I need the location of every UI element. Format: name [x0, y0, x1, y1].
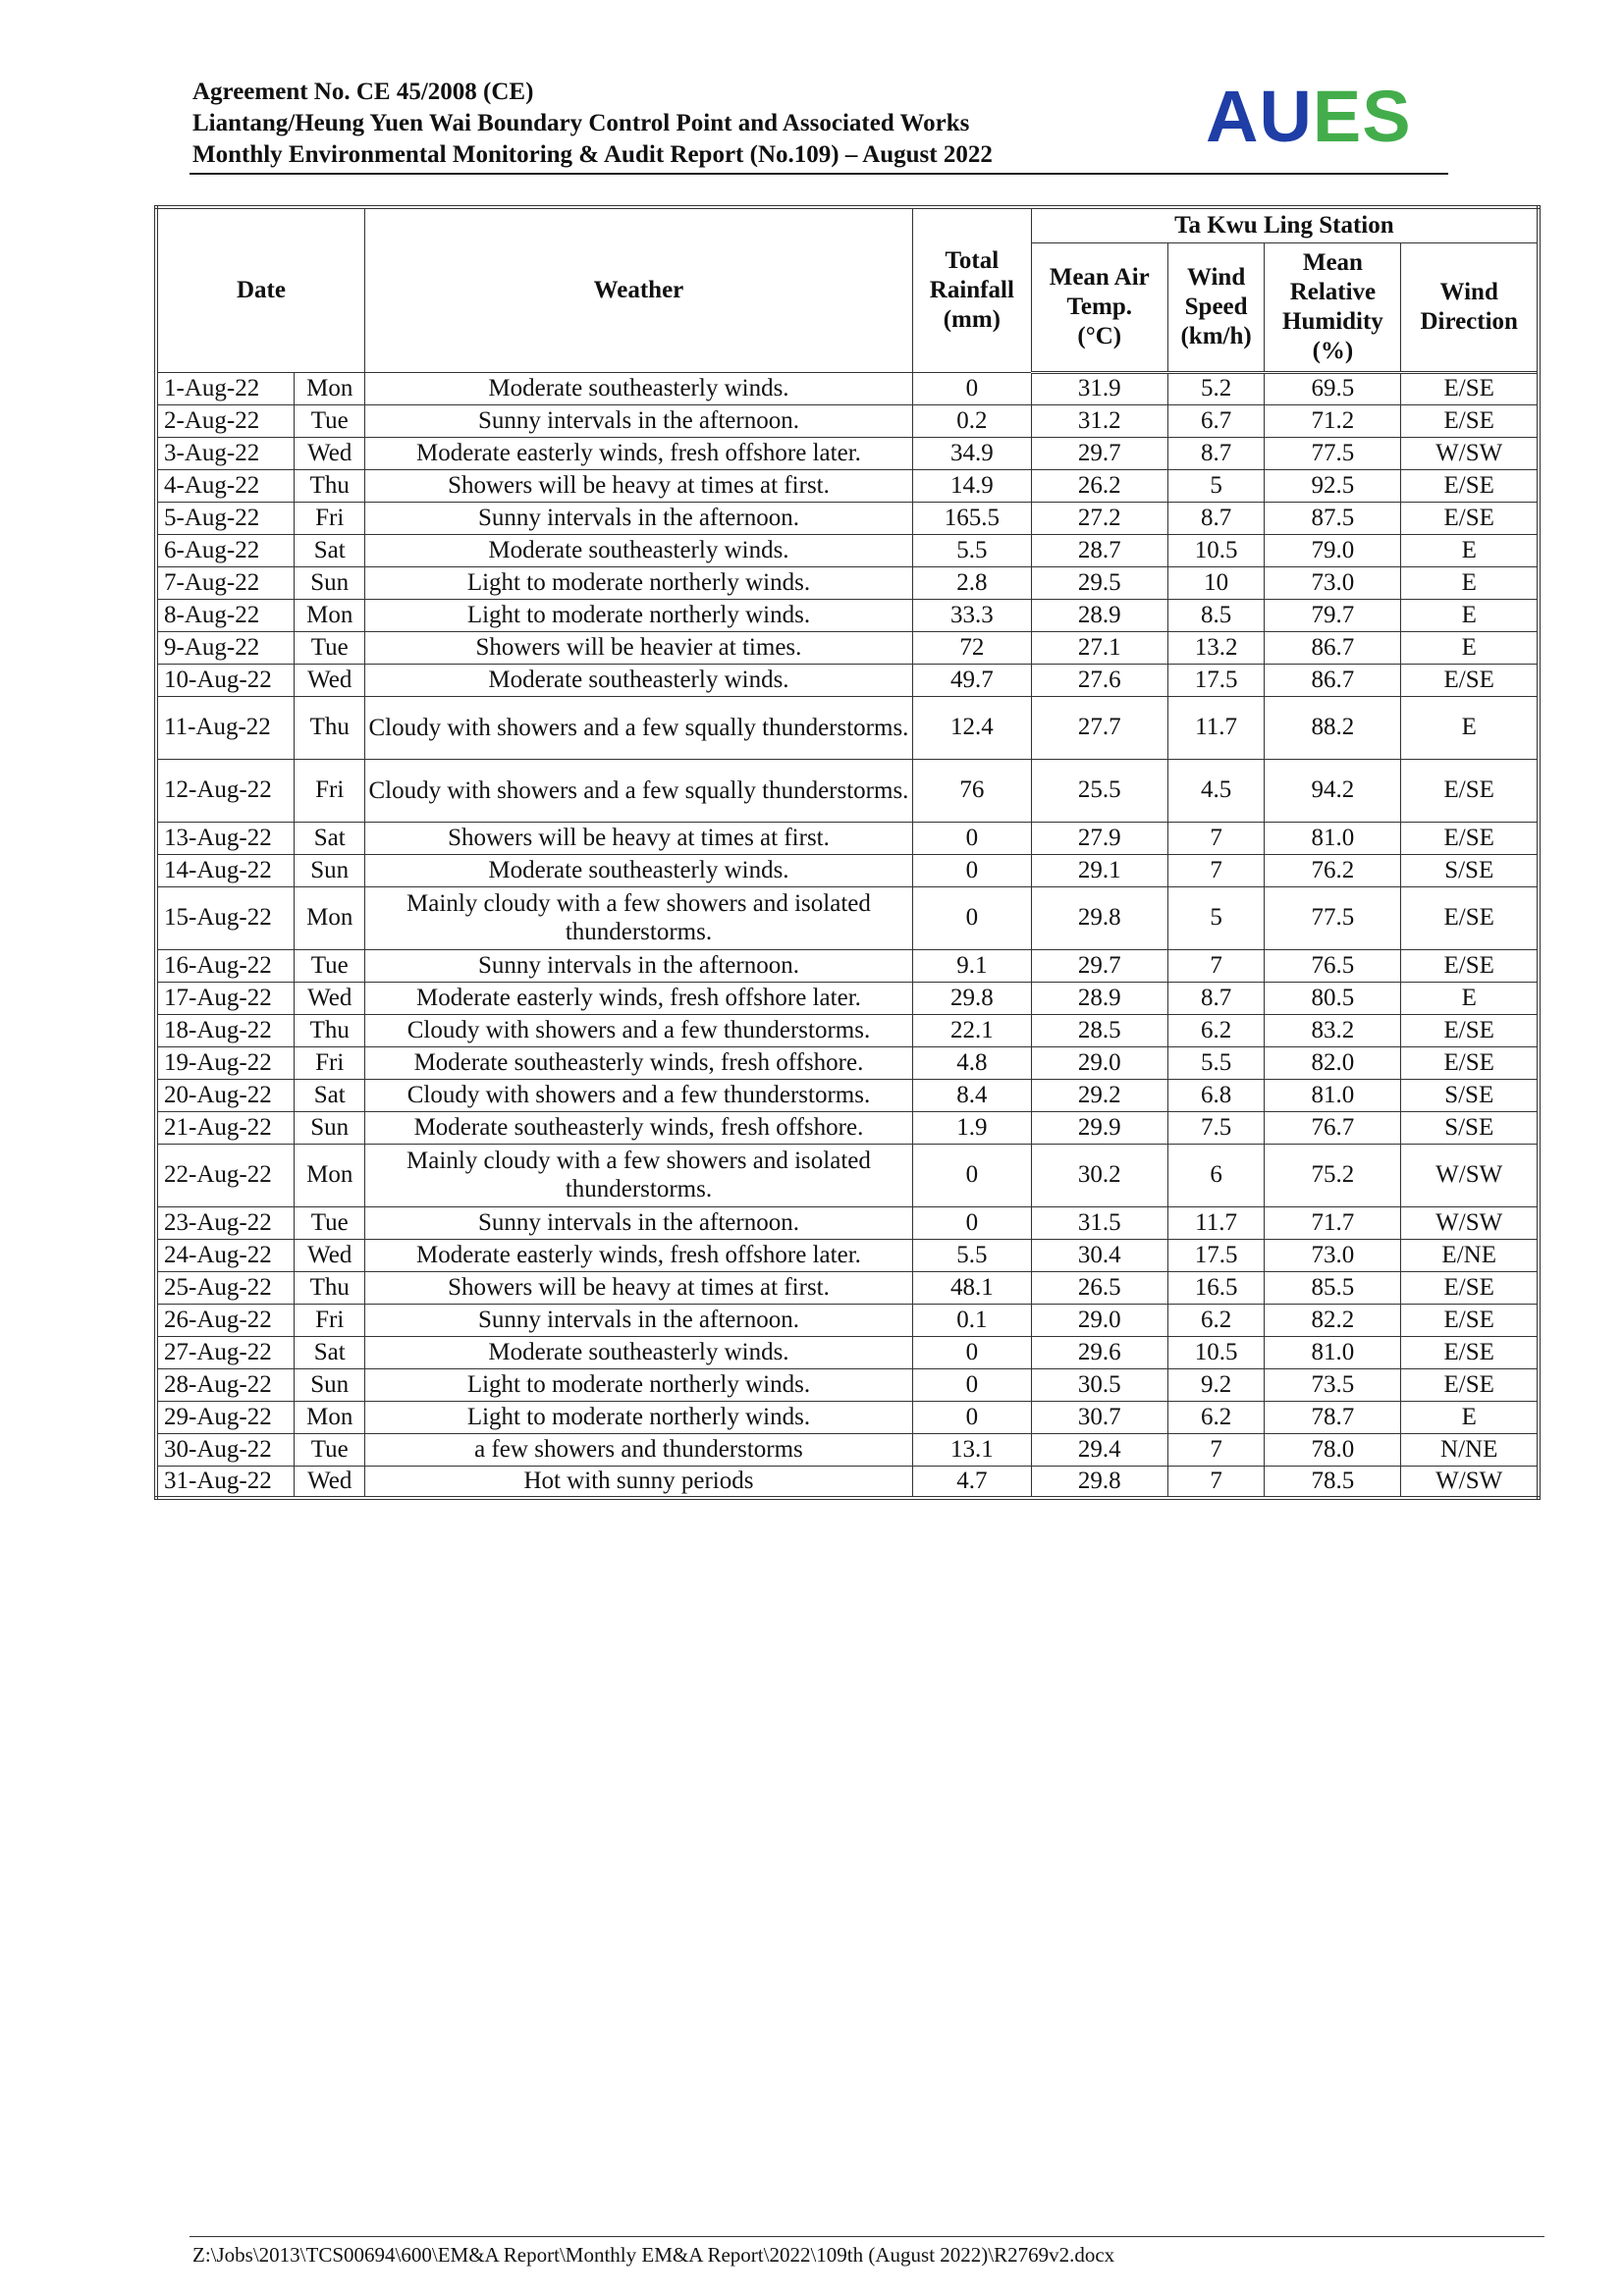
date-cell: 28-Aug-22 [156, 1368, 295, 1401]
day-cell: Tue [295, 631, 365, 664]
temp-cell: 26.2 [1031, 469, 1167, 502]
wind-direction-cell: E [1401, 534, 1539, 566]
table-row [156, 631, 1539, 664]
wind-direction-cell: S/SE [1401, 854, 1539, 886]
temp-cell: 29.6 [1031, 1336, 1167, 1368]
wind-direction-cell: E [1401, 566, 1539, 599]
humidity-cell: 86.7 [1265, 631, 1401, 664]
wind-speed-cell: 7 [1167, 1466, 1265, 1498]
wind-speed-cell: 11.7 [1167, 1206, 1265, 1239]
humidity-cell: 76.5 [1265, 949, 1401, 982]
day-cell: Wed [295, 1239, 365, 1271]
rainfall-cell: 72 [912, 631, 1031, 664]
rainfall-cell: 0 [912, 372, 1031, 404]
humidity-cell: 71.2 [1265, 404, 1401, 437]
temp-cell: 29.9 [1031, 1111, 1167, 1144]
weather-cell: Moderate southeasterly winds. [365, 664, 913, 696]
wind-speed-cell: 8.7 [1167, 982, 1265, 1014]
weather-cell: Cloudy with showers and a few squally thunderstorms. [365, 696, 913, 759]
weather-cell: Moderate southeasterly winds. [365, 534, 913, 566]
day-cell: Sun [295, 1368, 365, 1401]
temp-cell: 31.5 [1031, 1206, 1167, 1239]
table-row [156, 664, 1539, 696]
date-cell: 1-Aug-22 [156, 372, 295, 404]
wind-direction-cell: E/NE [1401, 1239, 1539, 1271]
temp-cell: 29.0 [1031, 1046, 1167, 1079]
logo-text-blue: AU [1206, 76, 1313, 157]
humidity-cell: 81.0 [1265, 1336, 1401, 1368]
table-row [156, 1401, 1539, 1433]
weather-cell: Moderate easterly winds, fresh offshore later. [365, 982, 913, 1014]
rainfall-cell: 0.1 [912, 1304, 1031, 1336]
day-cell: Tue [295, 1206, 365, 1239]
weather-cell: Moderate southeasterly winds, fresh offshore. [365, 1111, 913, 1144]
weather-cell: a few showers and thunderstorms [365, 1433, 913, 1466]
temp-cell: 30.7 [1031, 1401, 1167, 1433]
wind-speed-cell: 8.7 [1167, 502, 1265, 534]
weather-cell: Sunny intervals in the afternoon. [365, 1304, 913, 1336]
wind-speed-cell: 17.5 [1167, 664, 1265, 696]
humidity-cell: 81.0 [1265, 822, 1401, 854]
humidity-cell: 71.7 [1265, 1206, 1401, 1239]
rainfall-cell: 4.7 [912, 1466, 1031, 1498]
temp-header: Mean Air Temp. (°C) [1031, 242, 1167, 372]
weather-cell: Mainly cloudy with a few showers and isolated thunderstorms. [365, 886, 913, 949]
wind-speed-cell: 6.2 [1167, 1304, 1265, 1336]
temp-cell: 29.1 [1031, 854, 1167, 886]
temp-cell: 29.2 [1031, 1079, 1167, 1111]
weather-cell: Moderate southeasterly winds, fresh offshore. [365, 1046, 913, 1079]
weather-cell: Moderate southeasterly winds. [365, 372, 913, 404]
wind-direction-cell: E/SE [1401, 1336, 1539, 1368]
weather-cell: Cloudy with showers and a few thunderstorms. [365, 1014, 913, 1046]
wind-direction-cell: E [1401, 982, 1539, 1014]
day-cell: Sat [295, 822, 365, 854]
wind-speed-cell: 10 [1167, 566, 1265, 599]
day-cell: Sat [295, 1336, 365, 1368]
rainfall-cell: 76 [912, 759, 1031, 822]
date-cell: 18-Aug-22 [156, 1014, 295, 1046]
wind-direction-cell: E/SE [1401, 1368, 1539, 1401]
rainfall-cell: 33.3 [912, 599, 1031, 631]
day-cell: Wed [295, 982, 365, 1014]
temp-cell: 25.5 [1031, 759, 1167, 822]
station-header: Ta Kwu Ling Station [1031, 207, 1539, 242]
day-cell: Wed [295, 1466, 365, 1498]
rainfall-cell: 0 [912, 1401, 1031, 1433]
table-row [156, 437, 1539, 469]
wind-speed-cell: 7 [1167, 949, 1265, 982]
project-title: Liantang/Heung Yuen Wai Boundary Control Point and Associated Works [192, 110, 970, 136]
weather-cell: Cloudy with showers and a few squally thunderstorms. [365, 759, 913, 822]
rainfall-cell: 0 [912, 886, 1031, 949]
date-cell: 5-Aug-22 [156, 502, 295, 534]
header-divider [189, 173, 1448, 175]
day-cell: Sun [295, 854, 365, 886]
table-row [156, 886, 1539, 949]
temp-cell: 31.9 [1031, 372, 1167, 404]
date-header: Date [156, 207, 365, 372]
wind-speed-cell: 11.7 [1167, 696, 1265, 759]
weather-cell: Showers will be heavy at times at first. [365, 822, 913, 854]
day-cell: Sat [295, 1079, 365, 1111]
day-cell: Tue [295, 1433, 365, 1466]
weather-cell: Light to moderate northerly winds. [365, 1368, 913, 1401]
weather-cell: Moderate southeasterly winds. [365, 1336, 913, 1368]
table-row [156, 1014, 1539, 1046]
date-cell: 27-Aug-22 [156, 1336, 295, 1368]
temp-cell: 26.5 [1031, 1271, 1167, 1304]
weather-cell: Cloudy with showers and a few thunderstorms. [365, 1079, 913, 1111]
wind-direction-cell: S/SE [1401, 1079, 1539, 1111]
table-row [156, 404, 1539, 437]
rainfall-cell: 4.8 [912, 1046, 1031, 1079]
temp-cell: 29.0 [1031, 1304, 1167, 1336]
humidity-cell: 78.5 [1265, 1466, 1401, 1498]
temp-cell: 27.1 [1031, 631, 1167, 664]
humidity-cell: 92.5 [1265, 469, 1401, 502]
day-cell: Sun [295, 1111, 365, 1144]
day-cell: Thu [295, 469, 365, 502]
temp-cell: 28.5 [1031, 1014, 1167, 1046]
day-cell: Fri [295, 1046, 365, 1079]
date-cell: 19-Aug-22 [156, 1046, 295, 1079]
day-cell: Mon [295, 599, 365, 631]
day-cell: Wed [295, 437, 365, 469]
wind-speed-cell: 7 [1167, 854, 1265, 886]
weather-cell: Showers will be heavy at times at first. [365, 469, 913, 502]
wind-direction-cell: E/SE [1401, 822, 1539, 854]
report-title: Monthly Environmental Monitoring & Audit Report (No.109) – August 2022 [192, 141, 993, 168]
wind-speed-cell: 5.2 [1167, 372, 1265, 404]
humidity-cell: 76.2 [1265, 854, 1401, 886]
weather-cell: Showers will be heavier at times. [365, 631, 913, 664]
temp-cell: 30.4 [1031, 1239, 1167, 1271]
wind-direction-cell: E/SE [1401, 949, 1539, 982]
wind-direction-cell: E/SE [1401, 759, 1539, 822]
wind-speed-cell: 7.5 [1167, 1111, 1265, 1144]
wind-speed-cell: 4.5 [1167, 759, 1265, 822]
day-cell: Mon [295, 372, 365, 404]
table-row [156, 982, 1539, 1014]
wind-direction-cell: E/SE [1401, 404, 1539, 437]
day-cell: Fri [295, 1304, 365, 1336]
wind-direction-cell: W/SW [1401, 1144, 1539, 1206]
rainfall-cell: 5.5 [912, 534, 1031, 566]
humidity-cell: 73.0 [1265, 1239, 1401, 1271]
table-row [156, 949, 1539, 982]
humidity-cell: 79.0 [1265, 534, 1401, 566]
rainfall-cell: 1.9 [912, 1111, 1031, 1144]
wind-speed-cell: 6.8 [1167, 1079, 1265, 1111]
rainfall-cell: 12.4 [912, 696, 1031, 759]
date-cell: 29-Aug-22 [156, 1401, 295, 1433]
table-row [156, 1079, 1539, 1111]
rainfall-cell: 14.9 [912, 469, 1031, 502]
temp-cell: 30.5 [1031, 1368, 1167, 1401]
table-row [156, 1304, 1539, 1336]
date-cell: 12-Aug-22 [156, 759, 295, 822]
table-row [156, 1433, 1539, 1466]
table-row [156, 854, 1539, 886]
temp-cell: 29.4 [1031, 1433, 1167, 1466]
table-row [156, 759, 1539, 822]
wind-direction-cell: W/SW [1401, 1466, 1539, 1498]
humidity-cell: 81.0 [1265, 1079, 1401, 1111]
wind-speed-cell: 7 [1167, 1433, 1265, 1466]
day-cell: Mon [295, 1144, 365, 1206]
wind-direction-cell: E/SE [1401, 469, 1539, 502]
rainfall-header: Total Rainfall (mm) [912, 207, 1031, 372]
humidity-cell: 82.0 [1265, 1046, 1401, 1079]
day-cell: Sat [295, 534, 365, 566]
date-cell: 30-Aug-22 [156, 1433, 295, 1466]
temp-cell: 29.8 [1031, 1466, 1167, 1498]
table-row [156, 1046, 1539, 1079]
temp-cell: 28.9 [1031, 599, 1167, 631]
date-cell: 17-Aug-22 [156, 982, 295, 1014]
date-cell: 10-Aug-22 [156, 664, 295, 696]
wind-speed-cell: 10.5 [1167, 534, 1265, 566]
weather-header: Weather [365, 207, 913, 372]
wind-speed-cell: 6.2 [1167, 1014, 1265, 1046]
rainfall-cell: 0 [912, 854, 1031, 886]
rainfall-cell: 0 [912, 1144, 1031, 1206]
rainfall-cell: 48.1 [912, 1271, 1031, 1304]
day-cell: Fri [295, 759, 365, 822]
rainfall-cell: 29.8 [912, 982, 1031, 1014]
weather-cell: Light to moderate northerly winds. [365, 1401, 913, 1433]
humidity-cell: 87.5 [1265, 502, 1401, 534]
wind-speed-cell: 16.5 [1167, 1271, 1265, 1304]
wind-direction-cell: E [1401, 631, 1539, 664]
humidity-cell: 94.2 [1265, 759, 1401, 822]
table-row [156, 372, 1539, 404]
date-cell: 25-Aug-22 [156, 1271, 295, 1304]
table-row [156, 599, 1539, 631]
agreement-number: Agreement No. CE 45/2008 (CE) [192, 79, 534, 105]
temp-cell: 28.7 [1031, 534, 1167, 566]
wind-speed-header: Wind Speed (km/h) [1167, 242, 1265, 372]
wind-direction-cell: E [1401, 1401, 1539, 1433]
wind-direction-cell: N/NE [1401, 1433, 1539, 1466]
humidity-header: Mean Relative Humidity (%) [1265, 242, 1401, 372]
date-cell: 22-Aug-22 [156, 1144, 295, 1206]
table-row [156, 469, 1539, 502]
humidity-cell: 83.2 [1265, 1014, 1401, 1046]
table-row [156, 502, 1539, 534]
humidity-cell: 80.5 [1265, 982, 1401, 1014]
wind-direction-cell: E/SE [1401, 372, 1539, 404]
table-row [156, 822, 1539, 854]
wind-direction-cell: E/SE [1401, 886, 1539, 949]
wind-direction-cell: E/SE [1401, 1046, 1539, 1079]
day-cell: Sun [295, 566, 365, 599]
temp-cell: 27.9 [1031, 822, 1167, 854]
weather-cell: Showers will be heavy at times at first. [365, 1271, 913, 1304]
date-cell: 20-Aug-22 [156, 1079, 295, 1111]
rainfall-cell: 165.5 [912, 502, 1031, 534]
wind-speed-cell: 7 [1167, 822, 1265, 854]
aues-logo [1206, 76, 1412, 157]
weather-cell: Moderate easterly winds, fresh offshore later. [365, 1239, 913, 1271]
weather-cell: Sunny intervals in the afternoon. [365, 1206, 913, 1239]
temp-cell: 27.7 [1031, 696, 1167, 759]
humidity-cell: 77.5 [1265, 437, 1401, 469]
file-path: Z:\Jobs\2013\TCS00694\600\EM&A Report\Monthly EM&A Report\2022\109th (August 2022)\R2769v2.docx [192, 2243, 1115, 2267]
rainfall-cell: 0 [912, 1368, 1031, 1401]
wind-direction-cell: E/SE [1401, 1014, 1539, 1046]
table-row [156, 1206, 1539, 1239]
weather-rows [156, 372, 1539, 1498]
rainfall-cell: 9.1 [912, 949, 1031, 982]
date-cell: 26-Aug-22 [156, 1304, 295, 1336]
temp-cell: 29.7 [1031, 437, 1167, 469]
humidity-cell: 69.5 [1265, 372, 1401, 404]
weather-cell: Light to moderate northerly winds. [365, 566, 913, 599]
weather-cell: Sunny intervals in the afternoon. [365, 949, 913, 982]
wind-direction-cell: E [1401, 599, 1539, 631]
day-cell: Fri [295, 502, 365, 534]
footer-divider [189, 2236, 1544, 2237]
humidity-cell: 73.0 [1265, 566, 1401, 599]
wind-speed-cell: 9.2 [1167, 1368, 1265, 1401]
wind-direction-cell: E/SE [1401, 1304, 1539, 1336]
humidity-cell: 79.7 [1265, 599, 1401, 631]
wind-speed-cell: 8.5 [1167, 599, 1265, 631]
rainfall-cell: 0 [912, 822, 1031, 854]
temp-cell: 31.2 [1031, 404, 1167, 437]
wind-direction-cell: E/SE [1401, 1271, 1539, 1304]
table-row [156, 696, 1539, 759]
table-row [156, 566, 1539, 599]
date-cell: 16-Aug-22 [156, 949, 295, 982]
humidity-cell: 76.7 [1265, 1111, 1401, 1144]
table-row [156, 1239, 1539, 1271]
wind-direction-cell: W/SW [1401, 437, 1539, 469]
wind-speed-cell: 5 [1167, 886, 1265, 949]
table-row [156, 1466, 1539, 1498]
weather-table [154, 205, 1541, 1500]
humidity-cell: 88.2 [1265, 696, 1401, 759]
temp-cell: 29.5 [1031, 566, 1167, 599]
table-row [156, 1271, 1539, 1304]
date-cell: 4-Aug-22 [156, 469, 295, 502]
date-cell: 31-Aug-22 [156, 1466, 295, 1498]
wind-speed-cell: 13.2 [1167, 631, 1265, 664]
rainfall-cell: 13.1 [912, 1433, 1031, 1466]
day-cell: Thu [295, 1271, 365, 1304]
rainfall-cell: 0.2 [912, 404, 1031, 437]
rainfall-cell: 22.1 [912, 1014, 1031, 1046]
date-cell: 3-Aug-22 [156, 437, 295, 469]
rainfall-cell: 0 [912, 1206, 1031, 1239]
date-cell: 7-Aug-22 [156, 566, 295, 599]
humidity-cell: 82.2 [1265, 1304, 1401, 1336]
table-row [156, 1111, 1539, 1144]
humidity-cell: 85.5 [1265, 1271, 1401, 1304]
date-cell: 14-Aug-22 [156, 854, 295, 886]
date-cell: 11-Aug-22 [156, 696, 295, 759]
day-cell: Wed [295, 664, 365, 696]
wind-speed-cell: 8.7 [1167, 437, 1265, 469]
rainfall-cell: 49.7 [912, 664, 1031, 696]
wind-direction-cell: E [1401, 696, 1539, 759]
humidity-cell: 78.0 [1265, 1433, 1401, 1466]
humidity-cell: 77.5 [1265, 886, 1401, 949]
rainfall-cell: 5.5 [912, 1239, 1031, 1271]
date-cell: 9-Aug-22 [156, 631, 295, 664]
weather-cell: Sunny intervals in the afternoon. [365, 404, 913, 437]
weather-cell: Mainly cloudy with a few showers and isolated thunderstorms. [365, 1144, 913, 1206]
wind-speed-cell: 5 [1167, 469, 1265, 502]
temp-cell: 29.7 [1031, 949, 1167, 982]
day-cell: Mon [295, 886, 365, 949]
date-cell: 21-Aug-22 [156, 1111, 295, 1144]
date-cell: 15-Aug-22 [156, 886, 295, 949]
humidity-cell: 86.7 [1265, 664, 1401, 696]
table-row [156, 1336, 1539, 1368]
date-cell: 13-Aug-22 [156, 822, 295, 854]
date-cell: 24-Aug-22 [156, 1239, 295, 1271]
rainfall-cell: 8.4 [912, 1079, 1031, 1111]
wind-direction-cell: S/SE [1401, 1111, 1539, 1144]
day-cell: Tue [295, 949, 365, 982]
wind-speed-cell: 6.7 [1167, 404, 1265, 437]
rainfall-cell: 34.9 [912, 437, 1031, 469]
day-cell: Thu [295, 1014, 365, 1046]
weather-cell: Sunny intervals in the afternoon. [365, 502, 913, 534]
wind-speed-cell: 6.2 [1167, 1401, 1265, 1433]
wind-speed-cell: 10.5 [1167, 1336, 1265, 1368]
table-row [156, 534, 1539, 566]
temp-cell: 27.2 [1031, 502, 1167, 534]
temp-cell: 27.6 [1031, 664, 1167, 696]
date-cell: 2-Aug-22 [156, 404, 295, 437]
humidity-cell: 73.5 [1265, 1368, 1401, 1401]
weather-cell: Moderate easterly winds, fresh offshore later. [365, 437, 913, 469]
date-cell: 6-Aug-22 [156, 534, 295, 566]
wind-direction-header: Wind Direction [1401, 242, 1539, 372]
wind-speed-cell: 17.5 [1167, 1239, 1265, 1271]
temp-cell: 28.9 [1031, 982, 1167, 1014]
wind-direction-cell: E/SE [1401, 664, 1539, 696]
day-cell: Thu [295, 696, 365, 759]
temp-cell: 30.2 [1031, 1144, 1167, 1206]
day-cell: Mon [295, 1401, 365, 1433]
wind-speed-cell: 6 [1167, 1144, 1265, 1206]
table-row [156, 1144, 1539, 1206]
rainfall-cell: 2.8 [912, 566, 1031, 599]
table-row [156, 1368, 1539, 1401]
wind-speed-cell: 5.5 [1167, 1046, 1265, 1079]
day-cell: Tue [295, 404, 365, 437]
weather-cell: Moderate southeasterly winds. [365, 854, 913, 886]
humidity-cell: 75.2 [1265, 1144, 1401, 1206]
humidity-cell: 78.7 [1265, 1401, 1401, 1433]
logo-text-green: ES [1312, 76, 1412, 157]
wind-direction-cell: E/SE [1401, 502, 1539, 534]
date-cell: 23-Aug-22 [156, 1206, 295, 1239]
wind-direction-cell: W/SW [1401, 1206, 1539, 1239]
rainfall-cell: 0 [912, 1336, 1031, 1368]
weather-cell: Hot with sunny periods [365, 1466, 913, 1498]
temp-cell: 29.8 [1031, 886, 1167, 949]
weather-cell: Light to moderate northerly winds. [365, 599, 913, 631]
date-cell: 8-Aug-22 [156, 599, 295, 631]
